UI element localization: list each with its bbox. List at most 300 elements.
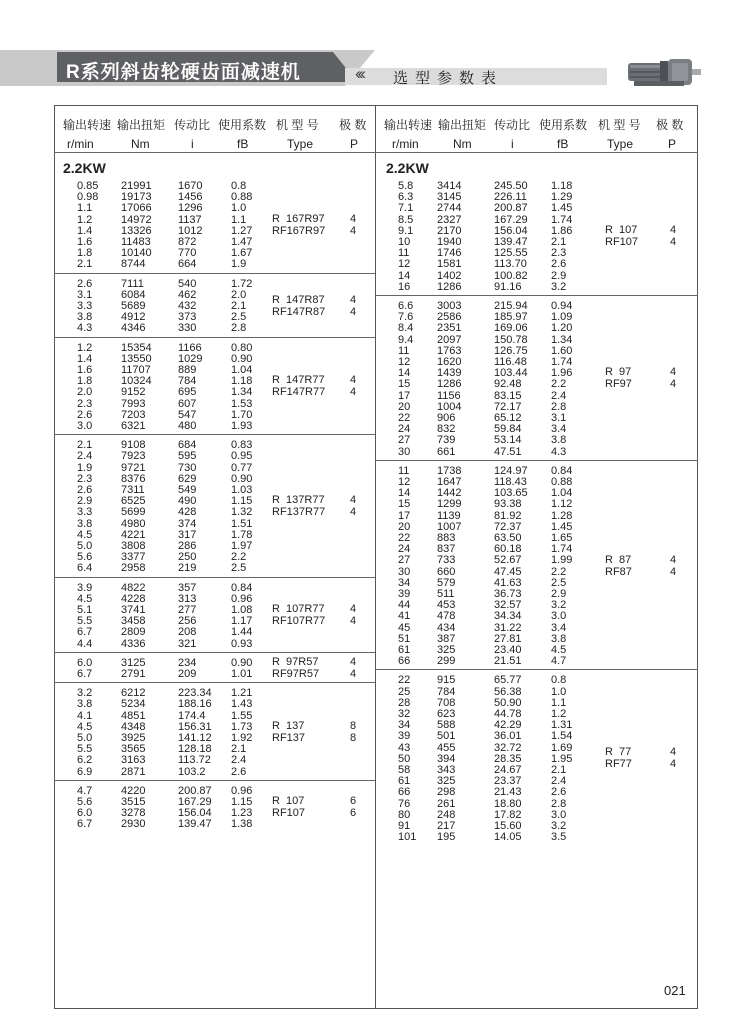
table-cell: 906: [437, 412, 456, 424]
table-cell: 1.69: [551, 741, 573, 754]
table-cell: 3.2: [551, 820, 567, 832]
table-cell: 223.34: [178, 687, 212, 700]
group-divider: [54, 577, 375, 578]
table-cell: 1.44: [231, 626, 253, 639]
table-cell: 1.38: [231, 818, 253, 831]
table-cell: 1.8: [77, 247, 93, 260]
table-cell: 34: [398, 719, 411, 732]
table-cell: 3.0: [77, 420, 93, 432]
table-cell: 2351: [437, 322, 462, 335]
pole-count: 4: [350, 603, 357, 616]
group-divider: [54, 337, 375, 338]
table-cell: 6.0: [77, 807, 93, 820]
table-cell: 3.8: [77, 311, 93, 324]
table-cell: 2.0: [77, 386, 93, 399]
table-cell: 8.4: [398, 322, 414, 335]
pole-count: 6: [350, 795, 357, 808]
table-cell: 595: [178, 450, 197, 463]
table-cell: 889: [178, 364, 197, 376]
table-cell: 11: [398, 464, 410, 477]
table-cell: 1.54: [551, 730, 573, 743]
table-cell: 65.77: [494, 674, 522, 687]
table-cell: 2930: [121, 818, 146, 831]
column-header-unit: fB: [237, 137, 249, 151]
table-cell: 1.18: [551, 180, 573, 192]
pole-count: 4: [350, 615, 357, 628]
table-cell: 28.35: [494, 752, 522, 765]
table-cell: 1.2: [77, 341, 93, 354]
table-cell: 1.9: [231, 258, 247, 271]
table-cell: 3.0: [551, 610, 567, 623]
table-cell: 2.6: [77, 277, 93, 290]
table-cell: 6.9: [77, 765, 93, 778]
table-cell: 1296: [178, 202, 203, 215]
table-cell: 2809: [121, 626, 146, 639]
table-cell: 357: [178, 581, 197, 594]
table-cell: 549: [178, 484, 197, 496]
table-cell: 41.63: [494, 576, 522, 589]
table-cell: 1.92: [231, 732, 253, 744]
table-cell: 1.78: [231, 528, 253, 541]
model-type: R 87: [605, 553, 632, 566]
table-cell: 1156: [437, 389, 461, 402]
pole-count: 4: [670, 746, 677, 759]
table-cell: 1.0: [231, 202, 247, 215]
table-cell: 3925: [121, 732, 146, 744]
table-cell: 1012: [178, 224, 203, 237]
table-cell: 248: [437, 808, 456, 821]
table-cell: 4.7: [551, 655, 567, 668]
table-cell: 103.44: [494, 367, 528, 380]
table-cell: 2.9: [77, 495, 93, 508]
table-cell: 3515: [121, 796, 146, 808]
table-cell: 872: [178, 236, 197, 248]
power-rating: 2.2KW: [386, 160, 429, 176]
table-cell: 72.17: [494, 400, 522, 413]
table-cell: 1746: [437, 247, 462, 260]
table-cell: 27: [398, 554, 411, 567]
table-cell: 664: [178, 258, 197, 271]
table-cell: 6321: [121, 420, 146, 432]
table-cell: 1299: [437, 498, 462, 511]
table-cell: 695: [178, 386, 197, 399]
model-type: RF107R77: [272, 615, 326, 628]
table-cell: 1647: [437, 476, 462, 488]
pole-count: 4: [350, 656, 357, 668]
model-type: R 167R97: [272, 212, 325, 225]
table-cell: 0.90: [231, 352, 253, 365]
column-header-unit: i: [191, 137, 194, 151]
table-cell: 1.29: [551, 191, 573, 204]
table-cell: 4980: [121, 517, 146, 530]
model-type: RF167R97: [272, 224, 326, 237]
table-cell: 2791: [121, 668, 146, 680]
table-cell: 1.03: [231, 484, 253, 496]
table-cell: 1.9: [77, 461, 93, 474]
table-cell: 1.55: [231, 709, 253, 722]
table-cell: 0.94: [551, 300, 573, 312]
table-cell: 325: [437, 775, 456, 788]
table-cell: 39: [398, 730, 411, 743]
table-cell: 7923: [121, 450, 146, 463]
table-cell: 80: [398, 808, 411, 821]
table-cell: 1.6: [77, 236, 93, 248]
table-cell: 156.31: [178, 720, 212, 733]
table-cell: 4221: [121, 528, 146, 541]
table-cell: 72.37: [494, 520, 522, 533]
table-cell: 1.20: [551, 322, 573, 335]
table-cell: 2.4: [231, 754, 247, 767]
table-cell: 660: [437, 565, 456, 578]
model-type: R 137R77: [272, 494, 325, 507]
model-type: RF137R77: [272, 506, 326, 519]
table-cell: 167.29: [178, 796, 212, 808]
column-header-unit: Nm: [131, 137, 150, 151]
table-cell: 128.18: [178, 743, 212, 756]
table-cell: 5.1: [77, 604, 93, 616]
table-cell: 2.5: [551, 576, 567, 589]
table-cell: 10140: [121, 247, 152, 260]
table-cell: 3.9: [77, 581, 93, 594]
table-cell: 2.4: [77, 450, 93, 463]
table-cell: 2.6: [231, 765, 247, 778]
model-type: R 97R57: [272, 656, 319, 668]
table-cell: 684: [178, 439, 197, 452]
table-cell: 21991: [121, 180, 152, 192]
table-cell: 61: [398, 644, 411, 656]
table-cell: 2586: [437, 311, 462, 324]
table-cell: 9.4: [398, 333, 414, 346]
pole-count: 4: [350, 386, 357, 399]
table-cell: 17: [398, 509, 411, 522]
table-cell: 2.9: [551, 588, 567, 600]
table-cell: 14: [398, 487, 411, 500]
table-cell: 4.5: [77, 720, 93, 733]
table-cell: 1.34: [551, 333, 573, 346]
table-cell: 113.70: [494, 258, 527, 271]
table-cell: 12: [398, 476, 411, 488]
table-cell: 1.74: [551, 543, 573, 556]
table-cell: 730: [178, 461, 197, 474]
table-cell: 100.82: [494, 269, 528, 282]
table-cell: 733: [437, 554, 456, 567]
table-cell: 1.04: [231, 364, 253, 376]
group-divider: [375, 295, 698, 296]
table-cell: 708: [437, 696, 456, 709]
table-cell: 6.3: [398, 191, 414, 204]
table-cell: 784: [178, 375, 197, 388]
table-cell: 317: [178, 528, 197, 541]
table-cell: 61: [398, 775, 411, 788]
column-header: 使用系数: [218, 118, 267, 132]
table-cell: 14: [398, 269, 411, 282]
table-cell: 6.7: [77, 668, 93, 680]
table-cell: 103.65: [494, 487, 528, 500]
table-cell: 3.8: [551, 434, 567, 447]
table-cell: 15: [398, 378, 411, 391]
table-cell: 1004: [437, 400, 462, 413]
table-cell: 1.15: [231, 796, 253, 808]
table-cell: 17066: [121, 202, 152, 215]
table-cell: 8744: [121, 258, 146, 271]
table-cell: 1.96: [551, 367, 573, 380]
table-cell: 6.4: [77, 562, 93, 575]
table-cell: 4851: [121, 709, 146, 722]
table-cell: 7311: [121, 484, 145, 496]
table-cell: 0.85: [77, 180, 99, 192]
table-cell: 4346: [121, 322, 146, 335]
table-cell: 52.67: [494, 554, 522, 567]
table-cell: 14: [398, 367, 411, 380]
table-cell: 14972: [121, 213, 152, 226]
table-cell: 18.80: [494, 797, 522, 810]
table-cell: 432: [178, 300, 197, 312]
table-cell: 9721: [121, 461, 146, 474]
table-cell: 7203: [121, 408, 146, 421]
table-cell: 325: [437, 644, 456, 656]
table-cell: 36.73: [494, 588, 522, 600]
table-cell: 3.8: [77, 698, 93, 711]
table-cell: 1.45: [551, 202, 573, 215]
column-header-unit: Nm: [453, 137, 472, 151]
table-cell: 2.1: [77, 258, 93, 271]
table-cell: 540: [178, 277, 197, 290]
table-cell: 59.84: [494, 423, 522, 436]
table-cell: 0.93: [231, 637, 253, 650]
pole-count: 4: [350, 668, 357, 680]
table-cell: 2.8: [231, 322, 247, 335]
pole-count: 4: [670, 224, 677, 236]
table-cell: 0.77: [231, 461, 253, 474]
column-header: 输出扭矩: [438, 118, 487, 132]
table-cell: 60.18: [494, 543, 522, 556]
table-cell: 1.04: [551, 487, 573, 500]
column-header: 输出扭矩: [117, 118, 166, 132]
table-cell: 24.67: [494, 764, 522, 776]
table-cell: 250: [178, 551, 197, 564]
table-cell: 3414: [437, 180, 462, 192]
model-type: R 107: [272, 795, 305, 808]
table-cell: 1.01: [231, 668, 253, 680]
table-cell: 1.65: [551, 532, 573, 544]
page-number: 021: [664, 983, 686, 998]
column-header: 极 数: [339, 118, 367, 132]
table-cell: 0.98: [77, 191, 99, 204]
table-cell: 1286: [437, 378, 462, 391]
table-cell: 394: [437, 752, 456, 765]
table-cell: 219: [178, 562, 197, 575]
table-cell: 1439: [437, 367, 462, 380]
table-cell: 1.27: [231, 224, 253, 237]
table-cell: 3278: [121, 807, 146, 820]
table-cell: 22: [398, 674, 411, 687]
table-cell: 0.96: [231, 784, 253, 797]
table-cell: 883: [437, 532, 456, 544]
table-cell: 10324: [121, 375, 152, 388]
table-cell: 15: [398, 498, 411, 511]
table-cell: 3145: [437, 191, 462, 204]
model-type: R 77: [605, 746, 632, 759]
table-cell: 45: [398, 621, 411, 634]
table-cell: 0.90: [231, 472, 253, 485]
table-cell: 1581: [437, 258, 462, 271]
group-divider: [54, 780, 375, 781]
table-cell: 2.9: [551, 269, 567, 282]
table-cell: 1.74: [551, 213, 573, 226]
table-cell: 4.4: [77, 637, 93, 650]
table-cell: 4.7: [77, 784, 93, 797]
table-cell: 2.1: [551, 236, 567, 248]
table-cell: 1.28: [551, 509, 573, 522]
table-cell: 3377: [121, 551, 146, 564]
table-cell: 1.45: [551, 520, 573, 533]
table-cell: 1670: [178, 180, 203, 192]
table-cell: 1.60: [551, 344, 573, 357]
table-cell: 5.0: [77, 540, 93, 552]
pole-count: 4: [670, 565, 677, 578]
table-cell: 2.6: [551, 786, 567, 799]
table-cell: 30: [398, 565, 411, 578]
table-cell: 1.86: [551, 224, 573, 237]
table-cell: 4220: [121, 784, 146, 797]
table-cell: 65.12: [494, 412, 522, 424]
pole-count: 4: [350, 305, 357, 318]
table-cell: 16: [398, 280, 411, 293]
table-cell: 4.1: [77, 709, 93, 722]
table-cell: 141.12: [178, 732, 212, 744]
table-cell: 53.14: [494, 434, 522, 447]
table-cell: 2.2: [551, 378, 567, 391]
column-header: 机 型 号: [598, 118, 641, 132]
table-cell: 2.6: [77, 484, 93, 496]
table-column-divider: [375, 105, 376, 1009]
table-cell: 286: [178, 540, 197, 552]
table-cell: 39: [398, 588, 411, 600]
table-cell: 28: [398, 696, 411, 709]
table-cell: 10: [398, 236, 411, 248]
table-cell: 22: [398, 532, 411, 544]
column-header: 传动比: [174, 118, 211, 132]
model-type: RF77: [605, 758, 632, 771]
group-divider: [54, 152, 698, 153]
page-subtitle: 选型参数表: [393, 70, 504, 87]
table-cell: 453: [437, 599, 456, 612]
table-cell: 832: [437, 423, 456, 436]
table-cell: 1.34: [231, 386, 253, 399]
table-cell: 3808: [121, 540, 146, 552]
table-cell: 76: [398, 797, 411, 810]
table-cell: 3.3: [77, 506, 93, 519]
table-cell: 1029: [178, 352, 203, 365]
table-cell: 2.4: [551, 389, 567, 402]
table-cell: 1.12: [551, 498, 573, 511]
table-cell: 1.18: [231, 375, 253, 388]
pole-count: 4: [350, 293, 357, 306]
table-cell: 167.29: [494, 213, 528, 226]
table-cell: 5.5: [77, 743, 93, 756]
pole-count: 8: [350, 732, 357, 744]
pole-count: 4: [670, 553, 677, 566]
table-cell: 32: [398, 708, 411, 720]
table-cell: 1.97: [231, 540, 253, 552]
model-type: RF147R77: [272, 386, 326, 399]
table-cell: 2871: [121, 765, 146, 778]
table-cell: 34.34: [494, 610, 522, 623]
table-cell: 1.67: [231, 247, 253, 260]
table-cell: 1.74: [551, 356, 573, 368]
table-cell: 330: [178, 322, 197, 335]
table-cell: 588: [437, 719, 456, 732]
table-cell: 6.6: [398, 300, 414, 312]
table-cell: 1.0: [551, 685, 567, 698]
table-cell: 3.5: [551, 831, 567, 844]
model-type: R 137: [272, 720, 305, 732]
table-cell: 4228: [121, 592, 146, 605]
table-cell: 1.08: [231, 604, 253, 616]
table-cell: 12: [398, 356, 411, 368]
table-cell: 50.90: [494, 696, 522, 709]
table-cell: 428: [178, 506, 197, 519]
table-cell: 1.47: [231, 236, 253, 248]
model-type: RF97R57: [272, 668, 320, 680]
table-cell: 200.87: [494, 202, 528, 215]
table-cell: 169.06: [494, 322, 528, 335]
table-cell: 7111: [121, 277, 144, 290]
table-cell: 0.95: [231, 450, 253, 463]
column-header-unit: Type: [607, 137, 634, 151]
table-cell: 0.96: [231, 592, 253, 605]
table-cell: 11: [398, 247, 410, 260]
table-cell: 91: [398, 820, 411, 832]
table-cell: 41: [398, 610, 411, 623]
table-cell: 139.47: [178, 818, 212, 831]
table-cell: 25: [398, 685, 411, 698]
table-cell: 1.1: [231, 213, 247, 226]
table-cell: 8376: [121, 472, 146, 485]
table-cell: 739: [437, 434, 456, 447]
table-cell: 5699: [121, 506, 146, 519]
table-cell: 2.1: [77, 439, 93, 452]
table-cell: 4912: [121, 311, 146, 324]
table-cell: 17: [398, 389, 411, 402]
table-cell: 511: [437, 588, 455, 600]
table-cell: 2.2: [551, 565, 567, 578]
table-cell: 4.5: [77, 592, 93, 605]
table-cell: 11: [398, 344, 410, 357]
table-cell: 13550: [121, 352, 152, 365]
table-cell: 14.05: [494, 831, 522, 844]
table-cell: 124.97: [494, 464, 528, 477]
table-cell: 66: [398, 655, 411, 668]
table-cell: 44.78: [494, 708, 522, 720]
table-cell: 11707: [121, 364, 151, 376]
pole-count: 4: [350, 494, 357, 507]
table-cell: 2.5: [231, 311, 247, 324]
column-header: 极 数: [656, 118, 684, 132]
table-cell: 20: [398, 520, 411, 533]
table-cell: 2.1: [551, 764, 567, 776]
table-cell: 9108: [121, 439, 146, 452]
table-cell: 837: [437, 543, 456, 556]
model-type: RF97: [605, 378, 632, 391]
table-cell: 3.4: [551, 621, 567, 634]
table-cell: 6.7: [77, 818, 93, 831]
table-cell: 1442: [437, 487, 462, 500]
table-cell: 23.40: [494, 644, 522, 656]
table-cell: 2.3: [551, 247, 567, 260]
table-cell: 185.97: [494, 311, 528, 324]
table-cell: 1.99: [551, 554, 573, 567]
